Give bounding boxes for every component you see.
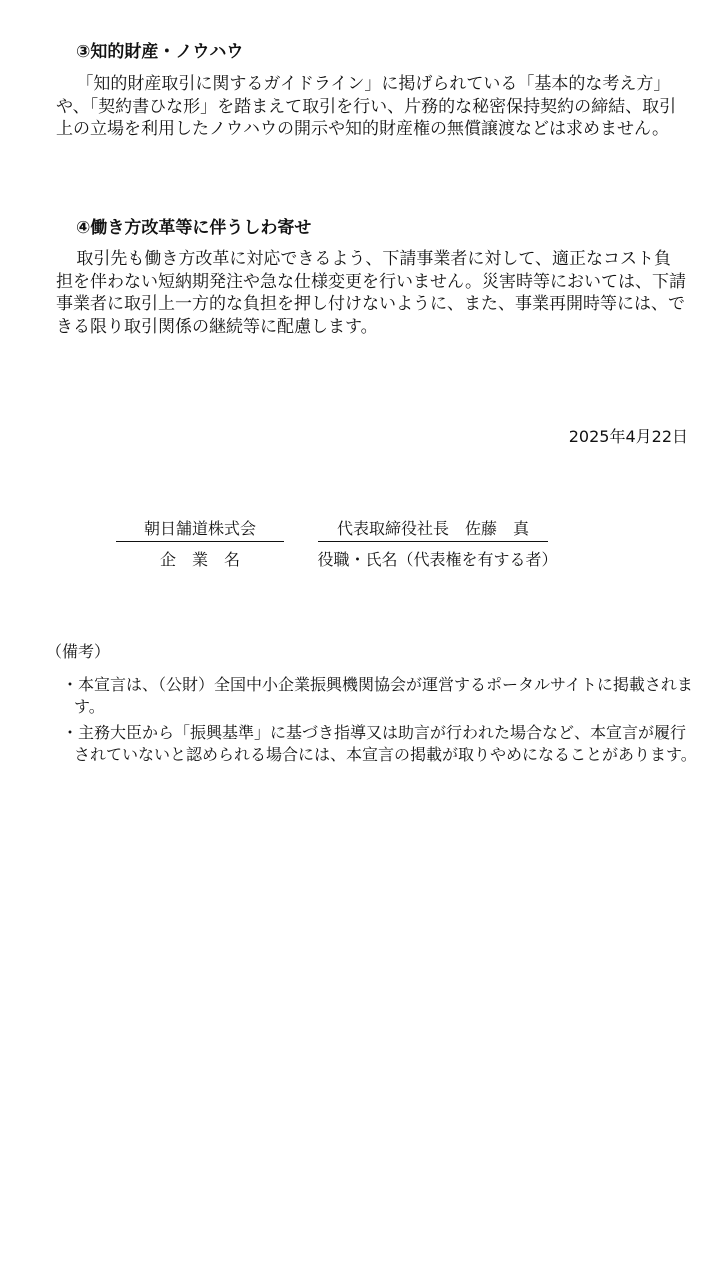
note-item-2: ・主務大臣から「振興基準」に基づき指導又は助言が行われた場合など、本宣言が履行されていないと認められる場合には、本宣言の掲載が取りやめになることがあります。 bbox=[62, 723, 697, 764]
note-item-1: ・本宣言は、（公財）全国中小企業振興機関協会が運営するポータルサイトに掲載されます。 bbox=[62, 675, 693, 716]
section-4-body: 取引先も働き方改革に対応できるよう、下請事業者に対して、適正なコスト負担を伴わない短納期発注や急な仕様変更を行いません。災害時等においては、下請事業者に取引上一方的な負担を押し付けないように、また、事業再開時等には、できる限り取引関係の継続等に配慮します。 bbox=[56, 249, 687, 337]
section-3-body: 「知的財産取引に関するガイドライン」に掲げられている「基本的な考え方」や、「契約書ひな形」を踏まえて取引を行い、片務的な秘密保持契約の締結、取引上の立場を利用したノウハウの開示や知的財産権の無償譲渡などは求めません。 bbox=[56, 74, 677, 139]
representative-name: 代表取締役社長 佐藤 真 bbox=[318, 518, 548, 542]
section-3-heading: ③知的財産・ノウハウ bbox=[76, 42, 244, 62]
company-label: 企 業 名 bbox=[159, 550, 240, 569]
company-name: 朝日舗道株式会 bbox=[116, 518, 284, 542]
section-4-heading: ④働き方改革等に伴うしわ寄せ bbox=[76, 218, 312, 238]
representative-label: 役職・氏名（代表権を有する者） bbox=[317, 550, 558, 569]
declaration-date: 2025年4月22日 bbox=[568, 427, 688, 446]
notes-title: （備考） bbox=[46, 642, 111, 661]
